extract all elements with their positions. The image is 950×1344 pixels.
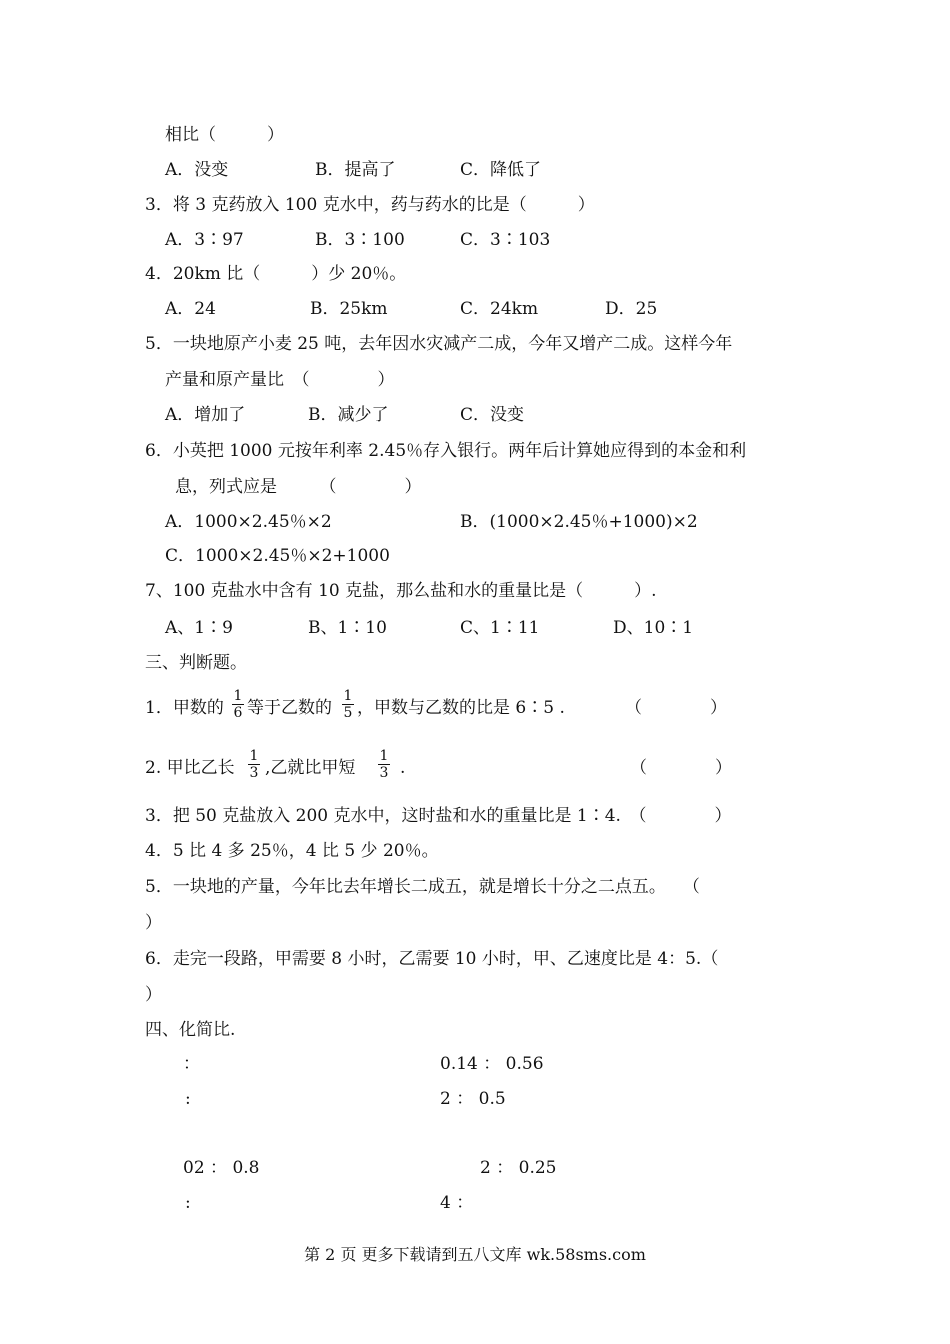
judge1-suffix: ，甲数与乙数的比是 6∶5 .: [357, 698, 565, 718]
fraction-numerator: 1: [343, 688, 353, 704]
judge2-suffix: .: [400, 758, 406, 778]
q5-option-a: A．增加了: [165, 405, 246, 425]
q5-stem-line2: 产量和原产量比 （ ）: [165, 370, 395, 390]
q7-option-a: A、1∶9: [165, 618, 233, 638]
judge2-fraction-1: [248, 748, 260, 781]
q7-option-b: B、1∶10: [308, 618, 387, 638]
fraction-denominator: 3: [379, 765, 389, 781]
fraction-denominator: 3: [249, 765, 259, 781]
judge6-line1: 6．走完一段路，甲需要 8 小时，乙需要 10 小时，甲、乙速度比是 4：5.（: [145, 949, 719, 969]
q4-option-d: D．25: [605, 299, 658, 319]
ratio-row2-right: 2 ： 0.5: [440, 1089, 506, 1109]
judge5-line2: ）: [145, 913, 162, 933]
q3-stem: 3．将 3 克药放入 100 克水中，药与药水的比是（ ）: [145, 195, 595, 215]
ratio-row1-right: 0.14 ： 0.56: [440, 1054, 544, 1074]
judge1-prefix: 1．甲数的: [145, 698, 224, 718]
q6-stem-line2: 息，列式应是 （ ）: [175, 477, 422, 497]
q4-option-b: B．25km: [310, 299, 388, 319]
q5-option-b: B．减少了: [308, 405, 389, 425]
q4-stem: 4．20km 比（ ）少 20％。: [145, 264, 407, 284]
q6-stem-line1: 6．小英把 1000 元按年利率 2.45％存入银行。两年后计算她应得到的本金和利: [145, 441, 747, 461]
judge2-middle: ,乙就比甲短: [265, 758, 356, 778]
q3-option-b: B．3∶100: [315, 230, 405, 250]
ratio-row3-left: 02 ： 0.8: [183, 1158, 260, 1178]
section4-heading: 四、化简比.: [145, 1020, 236, 1040]
ratio-row4-left: :: [185, 1193, 191, 1213]
q3-option-a: A．3∶97: [165, 230, 244, 250]
ratio-row2-left: :: [185, 1089, 191, 1109]
section3-heading: 三、判断题。: [145, 653, 247, 673]
ratio-row4-right: 4 ：: [440, 1193, 474, 1213]
judge2-prefix: 2. 甲比乙长: [145, 758, 235, 778]
judge1-fraction-2: [342, 688, 354, 721]
judge1-answer-paren: （ ）: [625, 698, 727, 718]
q3-option-c: C．3∶103: [460, 230, 551, 250]
fraction-numerator: 1: [379, 748, 389, 764]
q6-option-b: B．(1000×2.45％+1000)×2: [460, 512, 698, 532]
q2-option-a: A．没变: [165, 160, 229, 180]
page-footer: 第 2 页 更多下载请到五八文库 wk.58sms.com: [304, 1245, 646, 1264]
q6-option-a: A．1000×2.45％×2: [165, 512, 332, 532]
q5-option-c: C．没变: [460, 405, 525, 425]
q4-option-a: A．24: [165, 299, 216, 319]
q2-option-c: C．降低了: [460, 160, 542, 180]
judge2-fraction-2: [378, 748, 390, 781]
judge4: 4．5 比 4 多 25％，4 比 5 少 20％。: [145, 841, 439, 861]
ratio-row3-right: 2 ： 0.25: [480, 1158, 557, 1178]
judge6-line2: ）: [145, 985, 162, 1005]
judge1-middle: 等于乙数的: [247, 698, 332, 718]
q5-stem-line1: 5．一块地原产小麦 25 吨，去年因水灾减产二成，今年又增产二成。这样今年: [145, 334, 733, 354]
judge1-fraction-1: [232, 688, 244, 721]
ratio-row1-left: ：: [183, 1054, 200, 1074]
fraction-numerator: 1: [233, 688, 243, 704]
fraction-denominator: 5: [343, 705, 353, 721]
q7-option-c: C、1∶11: [460, 618, 540, 638]
q2-option-b: B．提高了: [315, 160, 396, 180]
fraction-denominator: 6: [233, 705, 243, 721]
judge2-answer-paren: （ ）: [630, 758, 732, 778]
q4-option-c: C．24km: [460, 299, 539, 319]
q2-stem-tail: 相比（ ）: [165, 125, 284, 145]
fraction-numerator: 1: [249, 748, 259, 764]
judge3: 3．把 50 克盐放入 200 克水中，这时盐和水的重量比是 1∶4. （ ）: [145, 806, 732, 826]
q7-stem: 7、100 克盐水中含有 10 克盐，那么盐和水的重量比是（ ）.: [145, 581, 657, 601]
judge5-line1: 5．一块地的产量，今年比去年增长二成五，就是增长十分之二点五。 （: [145, 877, 700, 897]
q7-option-d: D、10∶1: [613, 618, 694, 638]
q6-option-c: C．1000×2.45％×2+1000: [165, 546, 390, 566]
